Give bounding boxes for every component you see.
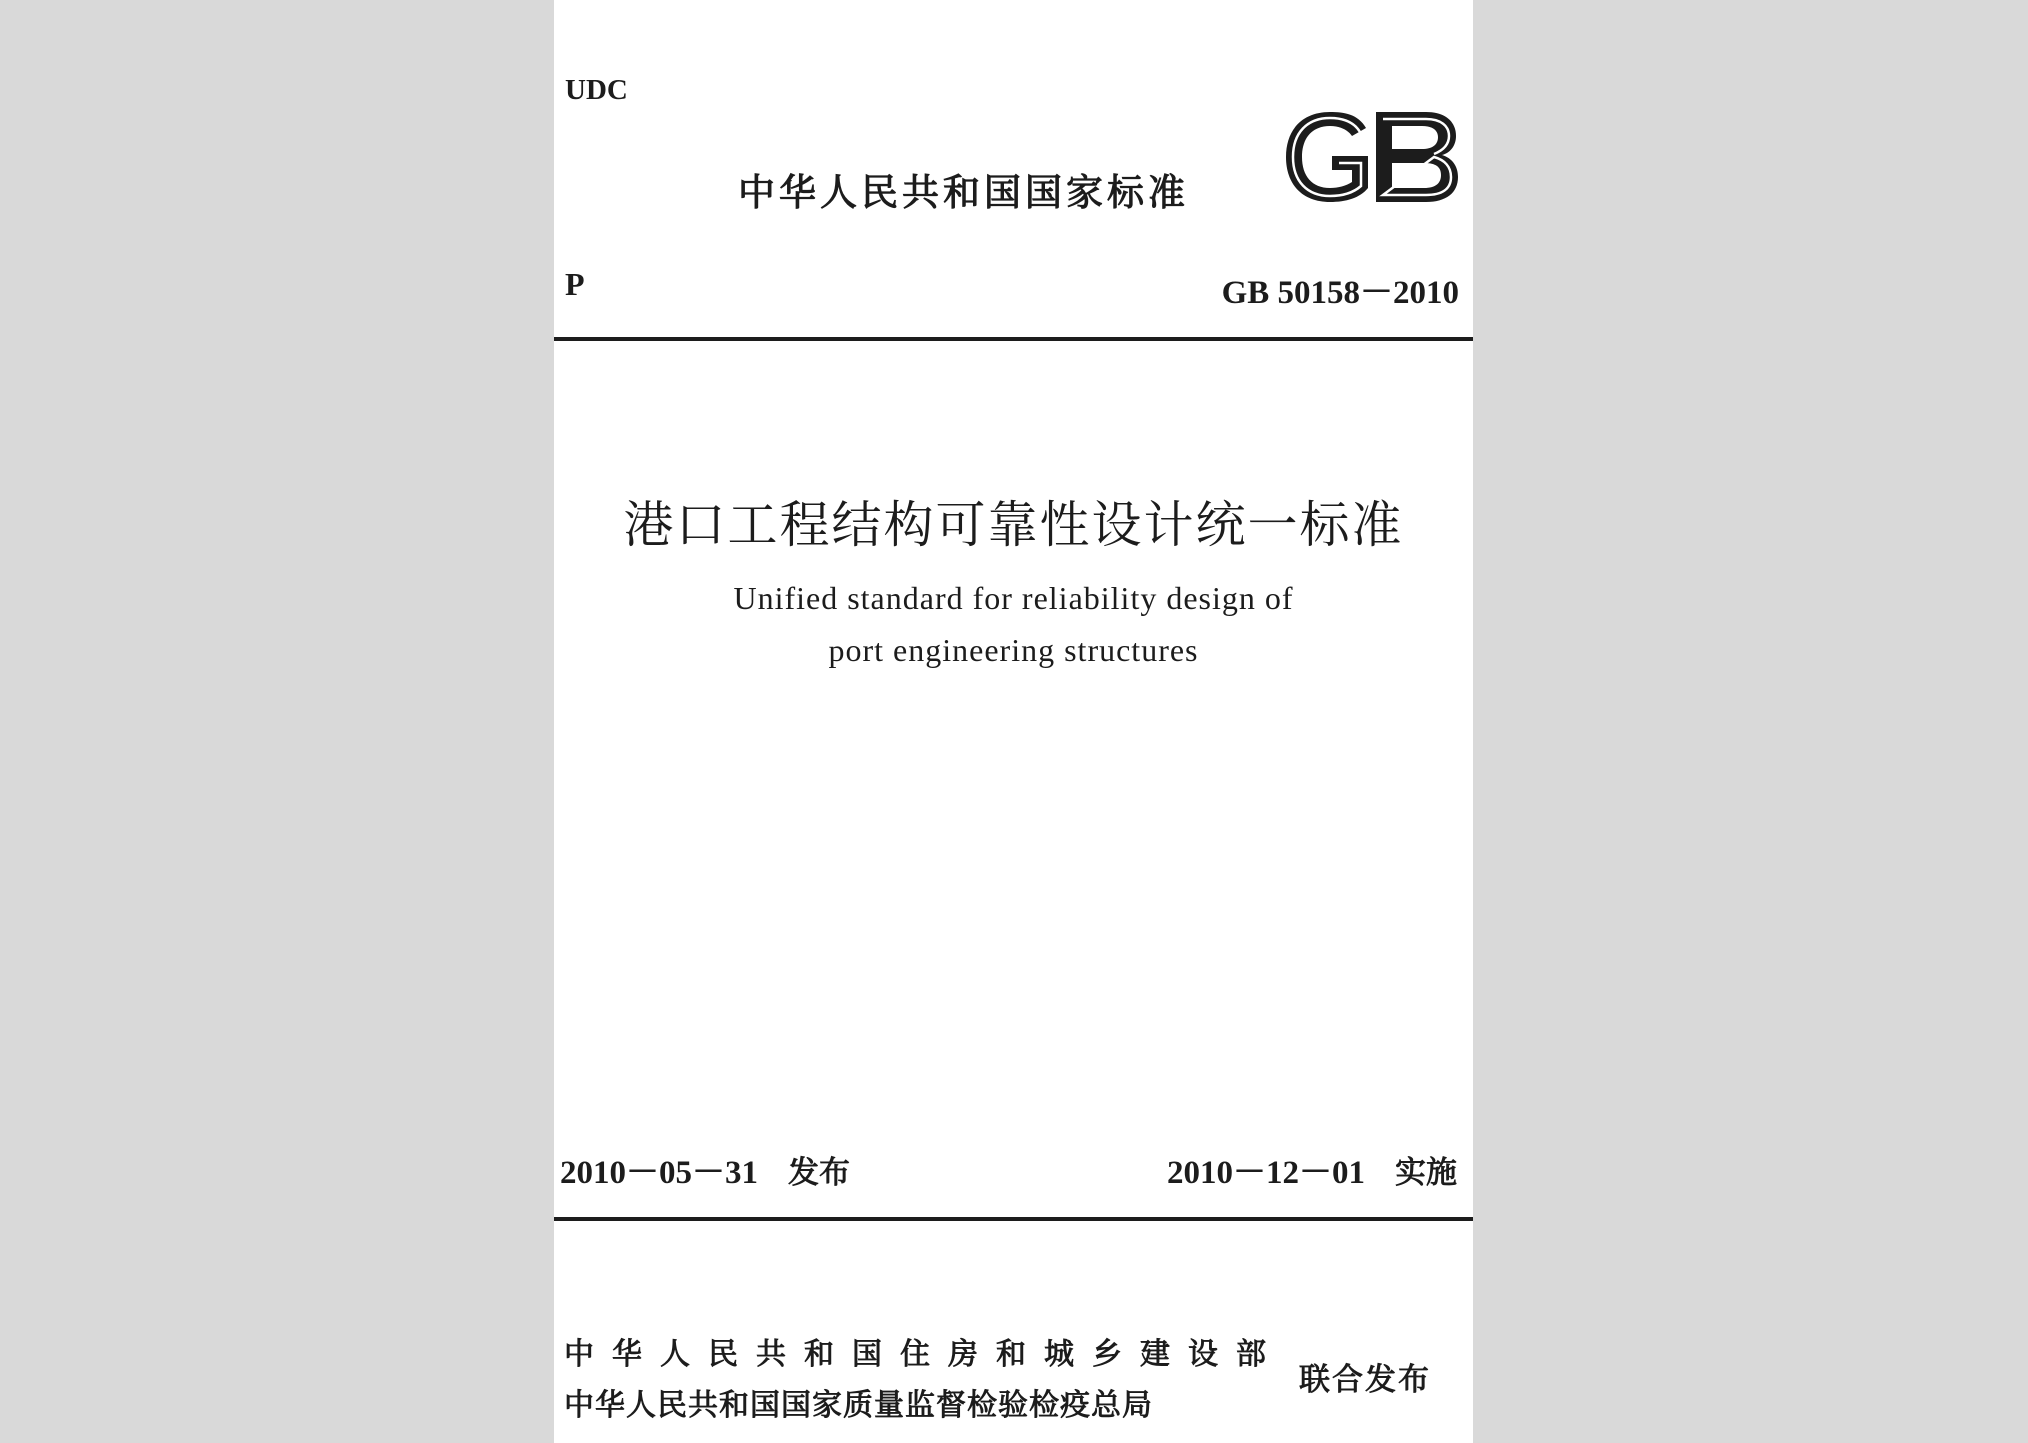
gb-logo-icon [1280,108,1462,206]
title-chinese: 港口工程结构可靠性设计统一标准 [623,496,1404,554]
title-english-line2: port engineering structures [828,632,1199,668]
national-standard-heading: 中华人民共和国国家标准 [738,171,1189,214]
document-page [554,0,1473,1443]
issue-date-value: 2010－05－31 [560,1155,758,1191]
bottom-divider [554,1217,1473,1221]
implementation-date [1167,1146,1457,1193]
joint-publish-label: 联合发布 [1299,1362,1431,1398]
publisher-line2: 中华人民共和国国家质量监督检验检疫总局 [564,1388,1153,1423]
issue-date-label: 发布 [788,1155,850,1191]
title-english-line1: Unified standard for reliability design of [733,580,1294,616]
implementation-date-label: 实施 [1395,1155,1457,1191]
top-divider [554,337,1473,341]
classification-code: P [565,266,585,302]
publisher-line1: 中华人民共和国住房和城乡建设部 [564,1337,1284,1372]
standard-number: GB 50158－2010 [1221,275,1459,311]
udc-label: UDC [565,74,628,106]
issue-date [560,1146,850,1193]
implementation-date-value: 2010－12－01 [1167,1155,1365,1191]
